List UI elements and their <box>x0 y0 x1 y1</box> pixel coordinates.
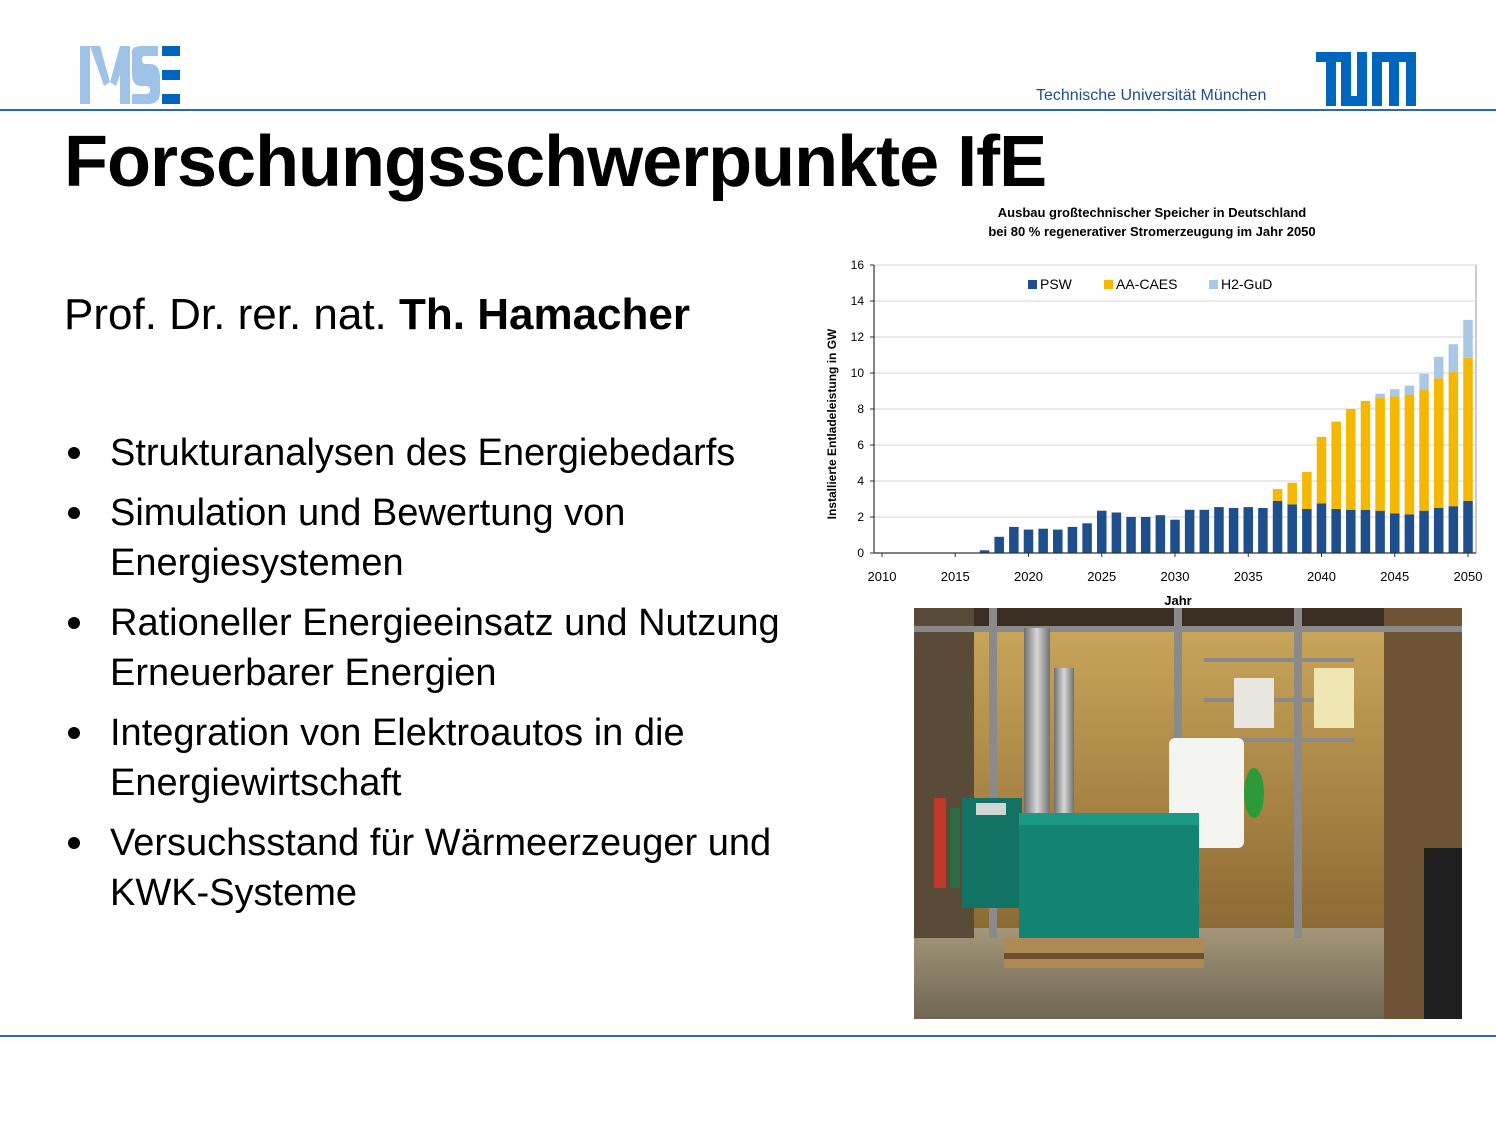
bar-psw <box>1053 530 1063 553</box>
bar-psw <box>1141 517 1151 553</box>
professor-line <box>64 290 690 340</box>
bar-psw <box>1243 507 1253 553</box>
x-tick-label: 2040 <box>1307 569 1336 584</box>
bar-aa-caes <box>1346 409 1356 510</box>
professor-prefix: Prof. Dr. rer. nat. <box>64 290 400 339</box>
bar-psw <box>1185 510 1195 553</box>
bar-psw <box>1434 508 1444 553</box>
bar-h2-gud <box>1405 386 1415 395</box>
bar-aa-caes <box>1302 472 1312 509</box>
bar-psw <box>1097 511 1107 553</box>
chart-title-line2: bei 80 % regenerativer Stromerzeugung im Jahr 2050 <box>988 224 1316 239</box>
bar-psw <box>1273 501 1283 553</box>
bullet-icon <box>68 507 80 519</box>
storage-chart <box>814 200 1496 606</box>
legend-label: H2-GuD <box>1221 276 1273 292</box>
bar-psw <box>1082 523 1092 553</box>
list-item-text: Rationeller Energieeinsatz und Nutzung Erneuerbarer Energien <box>110 602 780 694</box>
bar-psw <box>1156 515 1166 553</box>
list-item-text: Strukturanalysen des Energiebedarfs <box>110 432 736 474</box>
test-stand-photo <box>914 608 1462 1019</box>
bar-psw <box>1390 513 1400 553</box>
legend-swatch <box>1209 280 1218 289</box>
x-tick-label: 2050 <box>1453 569 1483 584</box>
x-tick-label: 2045 <box>1380 569 1410 584</box>
bar-psw <box>1112 513 1122 554</box>
bar-psw <box>1009 527 1019 553</box>
bar-h2-gud <box>1463 320 1473 358</box>
research-list <box>64 428 804 928</box>
bar-psw <box>1331 509 1341 553</box>
bar-psw <box>1038 529 1048 553</box>
bar-psw <box>1375 511 1385 553</box>
bar-psw <box>1200 510 1210 553</box>
bar-psw <box>1170 520 1180 553</box>
list-item <box>64 428 804 478</box>
bar-psw <box>1302 509 1312 553</box>
bar-aa-caes <box>1273 489 1283 501</box>
bullet-icon <box>68 837 80 849</box>
x-tick-label: 2010 <box>867 569 897 584</box>
list-item <box>64 818 804 918</box>
bar-aa-caes <box>1287 483 1297 505</box>
legend-swatch <box>1104 280 1113 289</box>
professor-name: Th. Hamacher <box>399 290 690 339</box>
bar-aa-caes <box>1463 358 1473 501</box>
bar-aa-caes <box>1419 389 1429 511</box>
list-item-text: Simulation und Bewertung von Energiesystemen <box>110 492 626 584</box>
legend-swatch <box>1028 280 1037 289</box>
list-item <box>64 598 804 698</box>
x-tick-label: 2025 <box>1087 569 1117 584</box>
bullet-icon <box>68 727 80 739</box>
y-tick-label: 12 <box>850 330 864 344</box>
y-tick-label: 4 <box>857 474 864 488</box>
bar-psw <box>1419 511 1429 553</box>
y-tick-label: 0 <box>857 546 864 560</box>
bar-psw <box>1258 508 1268 553</box>
list-item <box>64 708 804 808</box>
bar-psw <box>1346 510 1356 553</box>
bar-psw <box>1361 510 1371 553</box>
bar-psw <box>1405 514 1415 553</box>
x-tick-label: 2015 <box>940 569 970 584</box>
university-label: Technische Universität München <box>1036 87 1267 104</box>
bar-psw <box>1229 508 1239 553</box>
bar-aa-caes <box>1317 437 1327 504</box>
y-tick-label: 6 <box>857 438 864 452</box>
list-item <box>64 488 804 588</box>
footer-rule <box>0 1035 1496 1037</box>
header-rule <box>0 109 1496 111</box>
bar-aa-caes <box>1361 401 1371 510</box>
bar-psw <box>994 537 1004 553</box>
bar-aa-caes <box>1449 372 1459 506</box>
slide-title: Forschungsschwerpunkte IfE <box>64 122 1047 202</box>
bar-aa-caes <box>1390 396 1400 513</box>
legend-label: PSW <box>1040 276 1072 292</box>
x-tick-label: 2030 <box>1160 569 1190 584</box>
bar-psw <box>1126 517 1136 553</box>
bar-h2-gud <box>1375 394 1385 398</box>
bar-psw <box>1449 506 1459 553</box>
bar-h2-gud <box>1419 374 1429 389</box>
bar-aa-caes <box>1405 395 1415 515</box>
bar-h2-gud <box>1390 389 1400 396</box>
bar-aa-caes <box>1434 378 1444 508</box>
bar-psw <box>1287 504 1297 553</box>
y-tick-label: 16 <box>850 258 864 272</box>
y-tick-label: 10 <box>850 366 864 380</box>
y-tick-label: 2 <box>857 510 864 524</box>
bar-aa-caes <box>1375 397 1385 510</box>
bar-h2-gud <box>1434 357 1444 379</box>
x-tick-label: 2020 <box>1014 569 1043 584</box>
tum-logo <box>1316 52 1416 106</box>
list-item-text: Versuchsstand für Wärmeerzeuger und KWK-Systeme <box>110 822 772 914</box>
bar-psw <box>1317 504 1327 554</box>
y-tick-label: 14 <box>850 294 864 308</box>
bar-psw <box>1463 501 1473 553</box>
chart-title-line1: Ausbau großtechnischer Speicher in Deutschland <box>997 205 1307 220</box>
x-axis-label: Jahr <box>1164 593 1192 606</box>
legend-label: AA-CAES <box>1116 276 1178 292</box>
bar-h2-gud <box>1449 344 1459 372</box>
bullet-icon <box>68 617 80 629</box>
mse-logo <box>80 44 180 106</box>
x-tick-label: 2035 <box>1233 569 1263 584</box>
y-tick-label: 8 <box>857 402 864 416</box>
bar-psw <box>1214 507 1224 553</box>
bullet-icon <box>68 447 80 459</box>
bar-psw <box>1068 527 1078 553</box>
bar-psw <box>1024 530 1034 553</box>
bar-aa-caes <box>1331 422 1341 509</box>
y-axis-label: Installierte Entladeleistung in GW <box>825 328 839 520</box>
list-item-text: Integration von Elektroautos in die Energiewirtschaft <box>110 712 685 804</box>
